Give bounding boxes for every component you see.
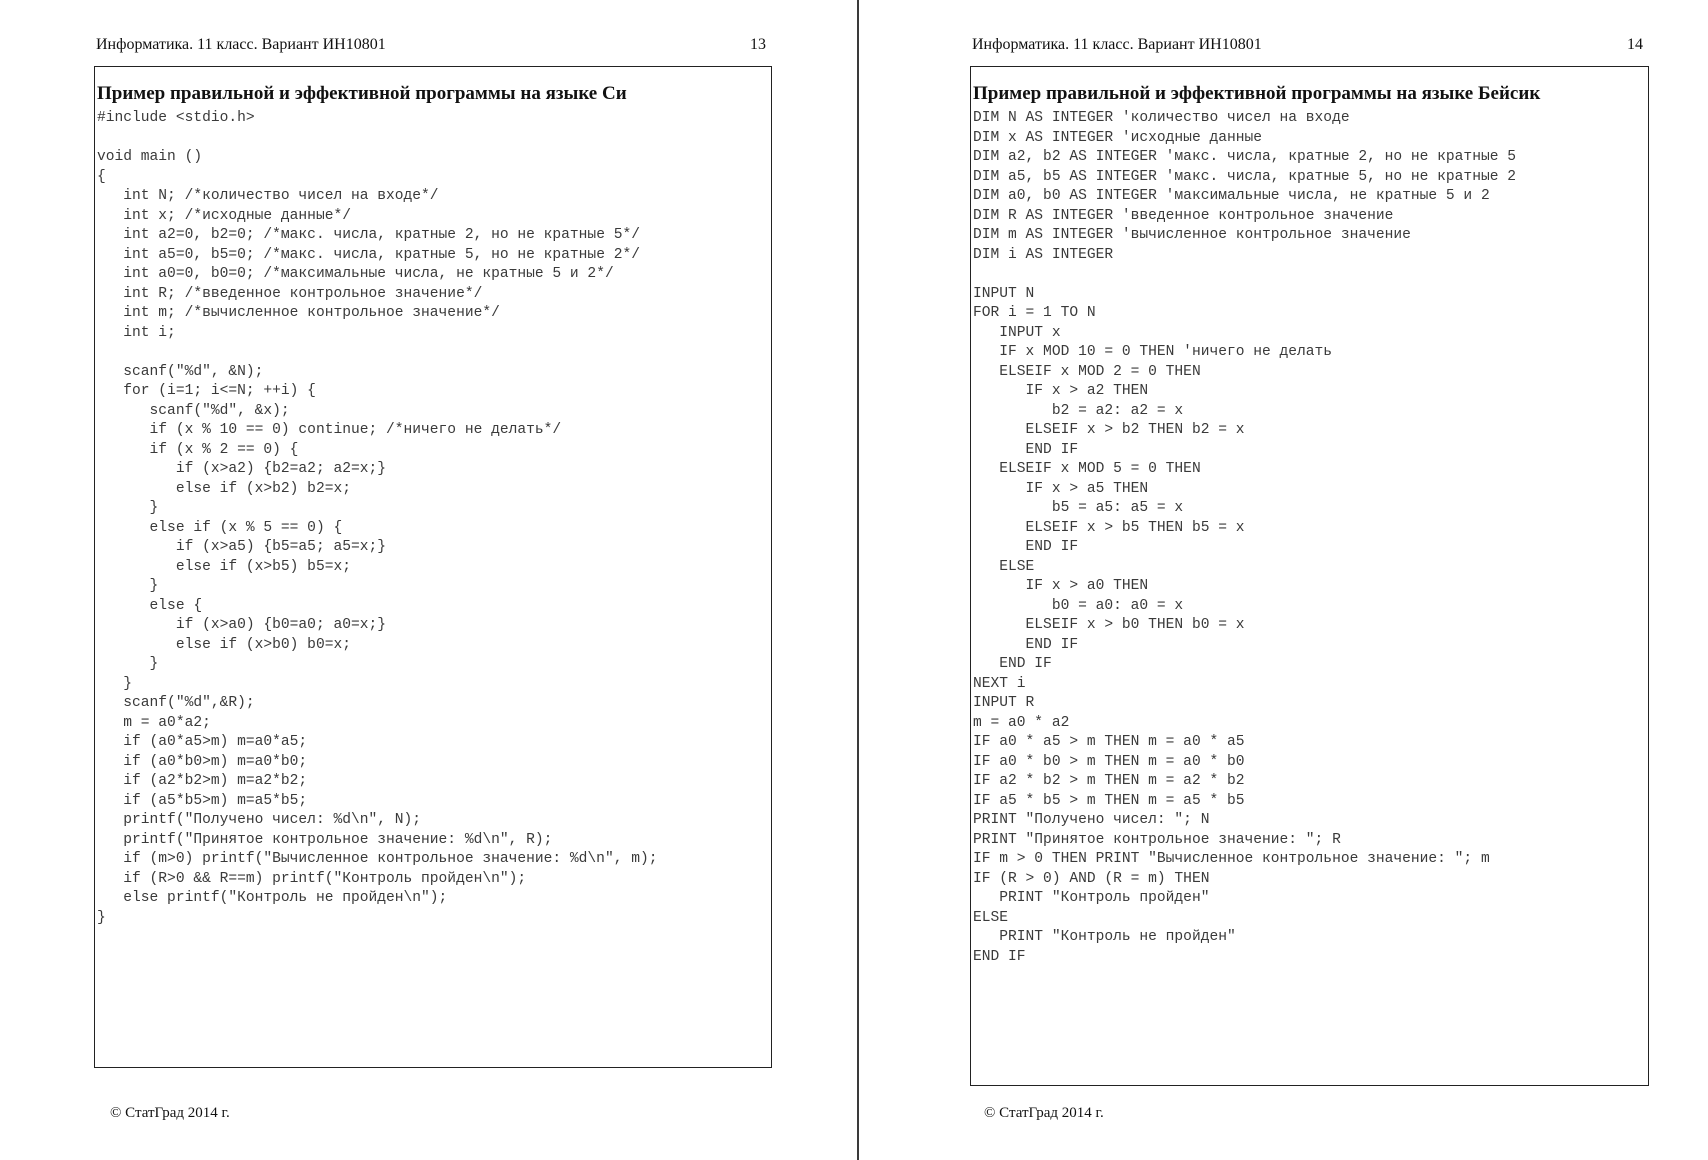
code-line: int i; bbox=[97, 324, 176, 341]
code-line: int N; /*количество чисел на входе*/ bbox=[97, 188, 439, 204]
running-header: Информатика. 11 класс. Вариант ИН10801 bbox=[972, 36, 1262, 53]
copyright: © СтатГрад 2014 г. bbox=[984, 1105, 1104, 1121]
code-line: int a0=0, b0=0; /*максимальные числа, не кратные 5 и 2*/ bbox=[97, 266, 614, 282]
code-line: PRINT "Получено чисел: "; N bbox=[973, 812, 1210, 828]
code-line: IF x MOD 10 = 0 THEN 'ничего не делать bbox=[973, 344, 1333, 360]
running-header: Информатика. 11 класс. Вариант ИН10801 bbox=[96, 36, 386, 53]
code-line: INPUT R bbox=[973, 695, 1035, 711]
code-line: int a2=0, b2=0; /*макс. числа, кратные 2, но не кратные 5*/ bbox=[97, 227, 640, 243]
c-code-listing bbox=[97, 109, 771, 928]
code-line: printf("Принятое контрольное значение: %d\n", R); bbox=[97, 831, 553, 848]
code-line: int a5=0, b5=0; /*макс. числа, кратные 5, но не кратные 2*/ bbox=[97, 246, 640, 263]
code-line: IF (R > 0) AND (R = m) THEN bbox=[973, 870, 1210, 887]
code-line bbox=[97, 129, 771, 149]
page-number: 13 bbox=[750, 36, 766, 53]
code-line: ELSEIF x MOD 5 = 0 THEN bbox=[973, 461, 1201, 477]
code-line: if (x>a0) {b0=a0; a0=x;} bbox=[97, 617, 387, 633]
code-line: DIM a0, b0 AS INTEGER 'максимальные числа, не кратные 5 и 2 bbox=[973, 188, 1490, 204]
code-line: PRINT "Принятое контрольное значение: "; R bbox=[973, 831, 1341, 848]
code-line: else { bbox=[97, 597, 203, 614]
code-line: FOR i = 1 TO N bbox=[973, 305, 1096, 321]
code-line: if (x % 2 == 0) { bbox=[97, 441, 299, 458]
code-line: INPUT x bbox=[973, 324, 1061, 341]
code-line: else if (x>b5) b5=x; bbox=[97, 558, 351, 575]
code-line: IF a5 * b5 > m THEN m = a5 * b5 bbox=[973, 792, 1245, 809]
program-title: Пример правильной и эффективной программы на языке Си bbox=[97, 83, 627, 104]
code-line: ELSEIF x > b2 THEN b2 = x bbox=[973, 422, 1245, 438]
code-line: ELSEIF x > b0 THEN b0 = x bbox=[973, 617, 1245, 633]
code-line: scanf("%d",&R); bbox=[97, 695, 255, 711]
basic-code-listing bbox=[973, 109, 1648, 967]
code-line: int m; /*вычисленное контрольное значение*/ bbox=[97, 305, 500, 321]
code-line: if (m>0) printf("Вычисленное контрольное значение: %d\n", m); bbox=[97, 851, 658, 867]
code-line: #include <stdio.h> bbox=[97, 110, 255, 126]
code-line: ELSE bbox=[973, 558, 1035, 575]
code-line: m = a0 * a2 bbox=[973, 714, 1070, 731]
code-line: ELSE bbox=[973, 909, 1009, 926]
code-line: } bbox=[97, 909, 106, 926]
code-line: DIM m AS INTEGER 'вычисленное контрольное значение bbox=[973, 227, 1411, 243]
code-line bbox=[973, 265, 1648, 285]
code-line: if (a0*b0>m) m=a0*b0; bbox=[97, 753, 308, 770]
code-line: b0 = a0: a0 = x bbox=[973, 597, 1184, 614]
code-line: if (x>a2) {b2=a2; a2=x;} bbox=[97, 461, 387, 477]
code-line: void main () bbox=[97, 149, 203, 165]
code-line: int R; /*введенное контрольное значение*/ bbox=[97, 285, 483, 302]
code-line: } bbox=[97, 675, 133, 692]
code-line: else if (x>b0) b0=x; bbox=[97, 636, 351, 653]
code-line: DIM a2, b2 AS INTEGER 'макс. числа, кратные 2, но не кратные 5 bbox=[973, 149, 1516, 165]
code-line: DIM N AS INTEGER 'количество чисел на входе bbox=[973, 110, 1350, 126]
code-frame bbox=[970, 66, 1649, 1086]
code-line: PRINT "Контроль пройден" bbox=[973, 890, 1210, 906]
code-line: { bbox=[97, 168, 106, 185]
code-line: ELSEIF x > b5 THEN b5 = x bbox=[973, 519, 1245, 536]
code-line: INPUT N bbox=[973, 285, 1035, 302]
code-line: NEXT i bbox=[973, 675, 1026, 692]
code-line: IF x > a2 THEN bbox=[973, 383, 1149, 399]
code-line: int x; /*исходные данные*/ bbox=[97, 207, 351, 224]
code-line: else if (x % 5 == 0) { bbox=[97, 519, 343, 536]
code-line: } bbox=[97, 656, 159, 672]
code-line: ELSEIF x MOD 2 = 0 THEN bbox=[973, 363, 1201, 380]
page-14 bbox=[860, 0, 1708, 1160]
code-line: DIM R AS INTEGER 'введенное контрольное значение bbox=[973, 207, 1394, 224]
code-line: if (x>a5) {b5=a5; a5=x;} bbox=[97, 539, 387, 555]
code-line: END IF bbox=[973, 539, 1079, 555]
code-line: IF m > 0 THEN PRINT "Вычисленное контрольное значение: "; m bbox=[973, 851, 1490, 867]
code-line: IF x > a5 THEN bbox=[973, 480, 1149, 497]
code-line: b5 = a5: a5 = x bbox=[973, 500, 1184, 516]
code-line bbox=[97, 343, 771, 363]
code-line: END IF bbox=[973, 656, 1052, 672]
code-line: END IF bbox=[973, 636, 1079, 653]
code-line: for (i=1; i<=N; ++i) { bbox=[97, 383, 316, 399]
code-line: b2 = a2: a2 = x bbox=[973, 402, 1184, 419]
code-line: DIM a5, b5 AS INTEGER 'макс. числа, кратные 5, но не кратные 2 bbox=[973, 168, 1516, 185]
code-line: END IF bbox=[973, 441, 1079, 458]
code-line: if (x % 10 == 0) continue; /*ничего не делать*/ bbox=[97, 422, 562, 438]
code-line: } bbox=[97, 500, 159, 516]
code-line: END IF bbox=[973, 948, 1026, 965]
code-line: } bbox=[97, 578, 159, 594]
code-line: if (a5*b5>m) m=a5*b5; bbox=[97, 792, 308, 809]
code-line: IF a2 * b2 > m THEN m = a2 * b2 bbox=[973, 773, 1245, 789]
copyright: © СтатГрад 2014 г. bbox=[110, 1105, 230, 1121]
code-line: if (a0*a5>m) m=a0*a5; bbox=[97, 734, 308, 750]
code-frame bbox=[94, 66, 772, 1068]
page-number: 14 bbox=[1627, 36, 1643, 53]
code-line: DIM i AS INTEGER bbox=[973, 246, 1114, 263]
code-line: IF a0 * a5 > m THEN m = a0 * a5 bbox=[973, 734, 1245, 750]
code-line: else if (x>b2) b2=x; bbox=[97, 480, 351, 497]
code-line: IF x > a0 THEN bbox=[973, 578, 1149, 594]
code-line: else printf("Контроль не пройден\n"); bbox=[97, 890, 448, 906]
code-line: if (a2*b2>m) m=a2*b2; bbox=[97, 773, 308, 789]
code-line: printf("Получено чисел: %d\n", N); bbox=[97, 812, 422, 828]
program-title: Пример правильной и эффективной программы на языке Бейсик bbox=[973, 83, 1541, 104]
page-divider bbox=[857, 0, 859, 1160]
code-line: IF a0 * b0 > m THEN m = a0 * b0 bbox=[973, 753, 1245, 770]
code-line: scanf("%d", &x); bbox=[97, 402, 290, 419]
code-line: PRINT "Контроль не пройден" bbox=[973, 929, 1236, 945]
code-line: if (R>0 && R==m) printf("Контроль пройден\n"); bbox=[97, 870, 527, 887]
code-line: scanf("%d", &N); bbox=[97, 363, 264, 380]
code-line: m = a0*a2; bbox=[97, 714, 211, 731]
code-line: DIM x AS INTEGER 'исходные данные bbox=[973, 129, 1263, 146]
